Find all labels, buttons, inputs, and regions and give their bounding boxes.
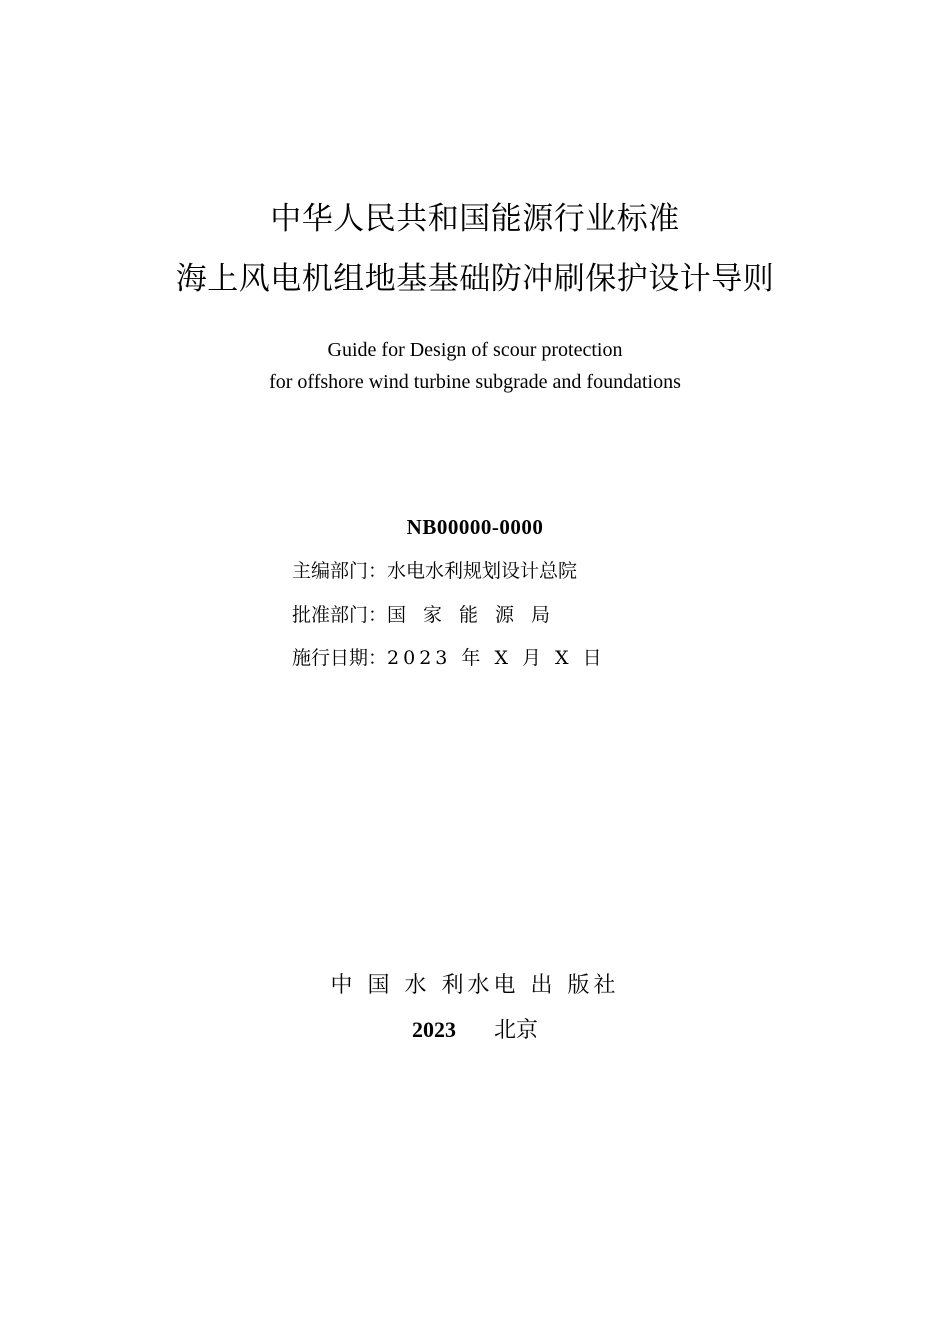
publisher-name: 中 国 水 利水电 出 版社: [330, 973, 620, 998]
editor-department-row: [292, 556, 577, 583]
standard-category-title: 中华人民共和国能源行业标准: [270, 201, 680, 237]
effective-date-value: 2023 年 X 月 X 日: [387, 647, 606, 669]
publication-year: 2023: [411, 1017, 456, 1042]
editor-department-label: 主编部门：: [292, 560, 388, 582]
document-title-cn: 海上风电机组地基基础防冲刷保护设计导则: [175, 261, 775, 297]
publication-line: [0, 1013, 950, 1044]
editor-department-value: 水电水利规划设计总院: [387, 560, 578, 582]
document-title-en-line2: for offshore wind turbine subgrade and foundations: [269, 371, 681, 393]
approver-department-label: 批准部门：: [292, 604, 388, 626]
approver-department-value: 国家能源局: [387, 604, 568, 626]
effective-date-label: 施行日期：: [292, 647, 388, 669]
standard-code: NB00000-0000: [406, 515, 544, 539]
approver-department-row: [292, 600, 567, 627]
document-title-en-line1: Guide for Design of scour protection: [327, 339, 623, 361]
publication-city: 北京: [493, 1018, 538, 1043]
effective-date-row: [292, 643, 606, 670]
